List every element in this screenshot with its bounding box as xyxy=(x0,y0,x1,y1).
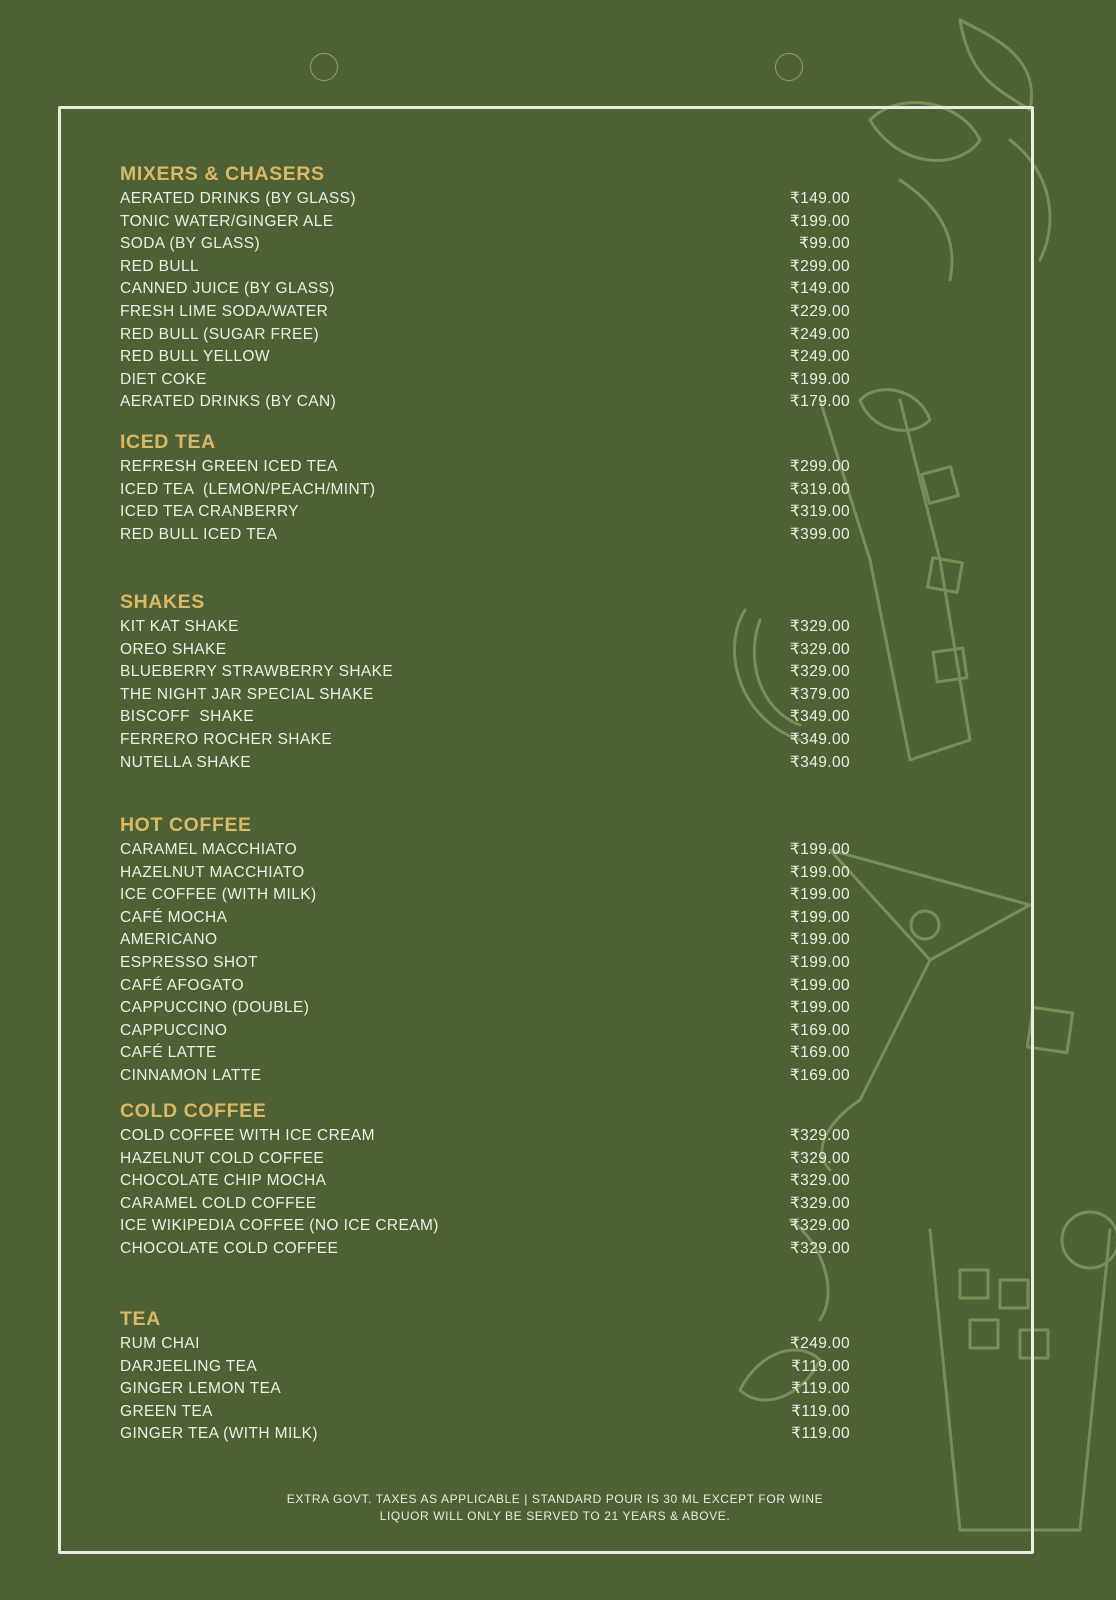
menu-item xyxy=(120,975,850,998)
menu-item xyxy=(120,456,850,479)
item-price: ₹169.00 xyxy=(789,1021,850,1039)
section-title: ICED TEA xyxy=(120,431,216,453)
footer-notes xyxy=(230,1491,880,1525)
section-mixers-chasers xyxy=(120,160,850,414)
menu-item xyxy=(120,1238,850,1261)
item-price: ₹199.00 xyxy=(789,976,850,994)
item-name: BISCOFF SHAKE xyxy=(120,708,254,726)
item-name: ESPRESSO SHOT xyxy=(120,953,258,971)
item-name: GREEN TEA xyxy=(120,1402,213,1420)
item-price: ₹379.00 xyxy=(789,685,850,703)
menu-item xyxy=(120,684,850,707)
item-price: ₹119.00 xyxy=(791,1380,850,1398)
item-price: ₹99.00 xyxy=(798,235,850,253)
menu-item xyxy=(120,1193,850,1216)
section-title: SHAKES xyxy=(120,591,205,613)
item-price: ₹329.00 xyxy=(789,1149,850,1167)
item-price: ₹169.00 xyxy=(789,1044,850,1062)
item-price: ₹349.00 xyxy=(789,730,850,748)
item-price: ₹249.00 xyxy=(789,348,850,366)
item-price: ₹199.00 xyxy=(789,863,850,881)
menu-item xyxy=(120,301,850,324)
menu-item xyxy=(120,391,850,414)
item-name: FRESH LIME SODA/WATER xyxy=(120,302,329,320)
item-price: ₹329.00 xyxy=(789,1194,850,1212)
menu-item xyxy=(120,256,850,279)
item-name: CARAMEL COLD COFFEE xyxy=(120,1194,317,1212)
item-name: TONIC WATER/GINGER ALE xyxy=(120,212,334,230)
section-title: TEA xyxy=(120,1308,161,1330)
item-name: THE NIGHT JAR SPECIAL SHAKE xyxy=(120,685,374,703)
item-name: CAFÉ AFOGATO xyxy=(120,976,244,994)
item-price: ₹229.00 xyxy=(789,302,850,320)
menu-item xyxy=(120,1401,850,1424)
item-name: BLUEBERRY STRAWBERRY SHAKE xyxy=(120,663,394,681)
menu-item xyxy=(120,952,850,975)
item-name: HAZELNUT COLD COFFEE xyxy=(120,1149,325,1167)
item-price: ₹329.00 xyxy=(789,1217,850,1235)
item-name: AERATED DRINKS (BY CAN) xyxy=(120,393,337,411)
item-price: ₹349.00 xyxy=(789,753,850,771)
menu-item xyxy=(120,706,850,729)
item-price: ₹149.00 xyxy=(789,280,850,298)
menu-item xyxy=(120,233,850,256)
item-name: REFRESH GREEN ICED TEA xyxy=(120,458,338,475)
item-price: ₹199.00 xyxy=(789,908,850,926)
menu-item xyxy=(120,839,850,862)
item-price: ₹169.00 xyxy=(789,1066,850,1084)
item-name: ICE COFFEE (WITH MILK) xyxy=(120,886,317,904)
item-price: ₹149.00 xyxy=(789,190,850,207)
menu-item xyxy=(120,661,850,684)
item-price: ₹329.00 xyxy=(789,618,850,635)
item-name: ICED TEA CRANBERRY xyxy=(120,503,299,521)
item-name: CAPPUCCINO xyxy=(120,1021,228,1039)
item-name: AERATED DRINKS (BY GLASS) xyxy=(120,190,356,207)
item-price: ₹119.00 xyxy=(791,1425,850,1443)
menu-item xyxy=(120,1065,850,1088)
item-name: RED BULL (SUGAR FREE) xyxy=(120,325,320,343)
item-name: KIT KAT SHAKE xyxy=(120,618,239,635)
menu-item xyxy=(120,1042,850,1065)
binder-hole-left xyxy=(310,53,338,81)
menu-item xyxy=(120,616,850,639)
item-name: CAFÉ LATTE xyxy=(120,1044,217,1062)
menu-item xyxy=(120,929,850,952)
item-price: ₹329.00 xyxy=(789,1172,850,1190)
item-name: CINNAMON LATTE xyxy=(120,1066,262,1084)
section-title: MIXERS & CHASERS xyxy=(120,163,325,185)
menu-item xyxy=(120,369,850,392)
menu-item xyxy=(120,346,850,369)
section-cold-coffee xyxy=(120,1097,850,1261)
section-hot-coffee xyxy=(120,811,850,1088)
section-iced-tea xyxy=(120,428,850,546)
menu-item xyxy=(120,639,850,662)
item-name: HAZELNUT MACCHIATO xyxy=(120,863,305,881)
item-price: ₹199.00 xyxy=(789,953,850,971)
item-price: ₹179.00 xyxy=(789,393,850,411)
item-price: ₹329.00 xyxy=(789,1239,850,1257)
menu-item xyxy=(120,752,850,775)
item-price: ₹319.00 xyxy=(789,503,850,521)
item-name: CAPPUCCINO (DOUBLE) xyxy=(120,999,310,1017)
item-name: OREO SHAKE xyxy=(120,640,227,658)
item-price: ₹349.00 xyxy=(789,708,850,726)
item-name: SODA (BY GLASS) xyxy=(120,235,261,253)
item-name: CHOCOLATE COLD COFFEE xyxy=(120,1239,339,1257)
item-name: CHOCOLATE CHIP MOCHA xyxy=(120,1172,327,1190)
item-price: ₹199.00 xyxy=(789,370,850,388)
item-name: CARAMEL MACCHIATO xyxy=(120,841,298,858)
menu-item xyxy=(120,862,850,885)
menu-item xyxy=(120,324,850,347)
item-name: ICED TEA (LEMON/PEACH/MINT) xyxy=(120,480,376,498)
item-price: ₹119.00 xyxy=(791,1402,850,1420)
menu-item xyxy=(120,1020,850,1043)
menu-item xyxy=(120,211,850,234)
footer-line-taxes: EXTRA GOVT. TAXES AS APPLICABLE | STANDARD POUR IS 30 ML EXCEPT FOR WINE xyxy=(286,1492,824,1506)
item-name: AMERICANO xyxy=(120,931,218,949)
item-price: ₹329.00 xyxy=(789,663,850,681)
item-name: RED BULL YELLOW xyxy=(120,348,270,366)
item-name: GINGER LEMON TEA xyxy=(120,1380,282,1398)
item-name: CAFÉ MOCHA xyxy=(120,908,228,926)
item-name: FERRERO ROCHER SHAKE xyxy=(120,730,333,748)
item-name: ICE WIKIPEDIA COFFEE (NO ICE CREAM) xyxy=(120,1217,439,1235)
item-name: RED BULL xyxy=(120,257,200,275)
item-price: ₹199.00 xyxy=(789,931,850,949)
section-title: HOT COFFEE xyxy=(120,814,252,836)
menu-item xyxy=(120,278,850,301)
item-name: GINGER TEA (WITH MILK) xyxy=(120,1425,318,1443)
item-price: ₹199.00 xyxy=(789,841,850,858)
item-price: ₹199.00 xyxy=(789,212,850,230)
item-name: COLD COFFEE WITH ICE CREAM xyxy=(120,1127,375,1144)
menu-item xyxy=(120,188,850,211)
item-price: ₹329.00 xyxy=(789,640,850,658)
menu-item xyxy=(120,1125,850,1148)
menu-item xyxy=(120,501,850,524)
menu-item xyxy=(120,479,850,502)
section-title: COLD COFFEE xyxy=(120,1100,267,1122)
menu-item xyxy=(120,1423,850,1446)
menu-item xyxy=(120,1170,850,1193)
item-price: ₹299.00 xyxy=(789,458,850,475)
item-price: ₹399.00 xyxy=(789,525,850,543)
menu-item xyxy=(120,1356,850,1379)
menu-item xyxy=(120,1148,850,1171)
section-tea xyxy=(120,1305,850,1446)
menu-item xyxy=(120,884,850,907)
menu-item xyxy=(120,997,850,1020)
binder-hole-right xyxy=(775,53,803,81)
item-price: ₹329.00 xyxy=(789,1127,850,1144)
item-name: DIET COKE xyxy=(120,370,207,388)
item-name: NUTELLA SHAKE xyxy=(120,753,251,771)
item-price: ₹319.00 xyxy=(789,480,850,498)
item-name: DARJEELING TEA xyxy=(120,1357,258,1375)
item-name: RED BULL ICED TEA xyxy=(120,525,278,543)
menu-item xyxy=(120,907,850,930)
menu-item xyxy=(120,1333,850,1356)
menu-item xyxy=(120,1215,850,1238)
item-price: ₹299.00 xyxy=(789,257,850,275)
item-name: CANNED JUICE (BY GLASS) xyxy=(120,280,335,298)
menu-item xyxy=(120,524,850,547)
menu-item xyxy=(120,729,850,752)
item-price: ₹199.00 xyxy=(789,886,850,904)
item-price: ₹249.00 xyxy=(789,1335,850,1352)
section-shakes xyxy=(120,588,850,774)
menu-item xyxy=(120,1378,850,1401)
item-price: ₹119.00 xyxy=(791,1357,850,1375)
item-price: ₹249.00 xyxy=(789,325,850,343)
item-price: ₹199.00 xyxy=(789,999,850,1017)
item-name: RUM CHAI xyxy=(120,1335,200,1352)
footer-line-age: LIQUOR WILL ONLY BE SERVED TO 21 YEARS & ABOVE. xyxy=(379,1509,731,1523)
